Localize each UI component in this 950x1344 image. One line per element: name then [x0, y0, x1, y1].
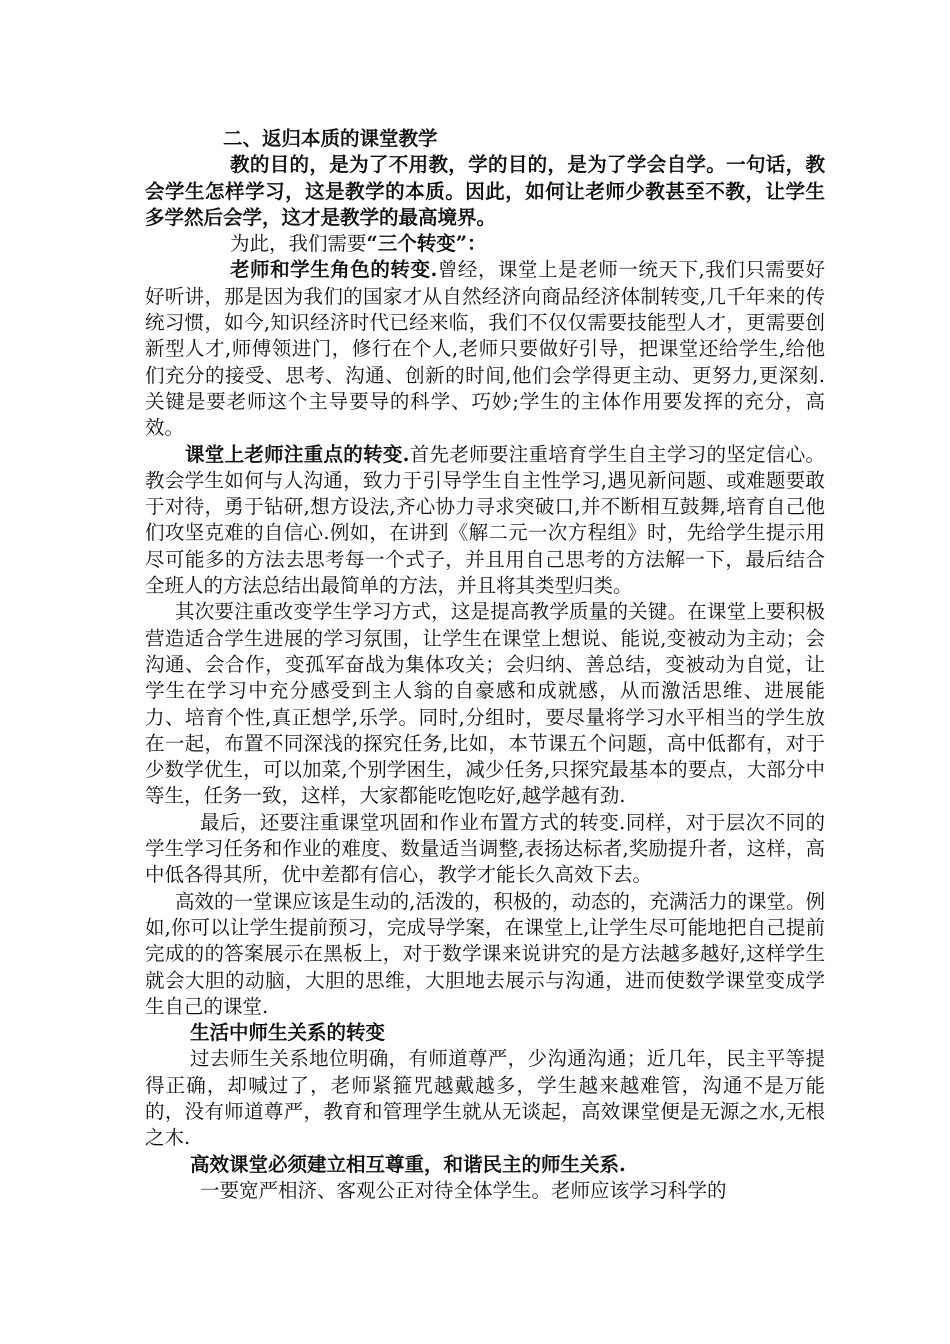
focus-change-text: 首先老师要注重培育学生自主学习的坚定信心。教会学生如何与人沟通，致力于引导学生自主性学习,遇见新问题、或难题要敢于对待，勇于钻研,想方设法,齐心协力寻求突破口,并不断相互鼓舞,培育自己他们攻坚克难的自信心.例如，在讲到《解二元一次方程组》时，先给学生提示用尽可能多的方法去思考每一个式子，并且用自己思考的方法解一下，最后结合全班人的方法总结出最简单的方法，并且将其类型归类。: [145, 442, 825, 598]
heading-respect: 高效课堂必须建立相互尊重，和谐民主的师生关系.: [190, 1152, 626, 1176]
paragraph-relationship: 过去师生关系地位明确，有师道尊严，少沟通沟通；近几年，民主平等提得正确，却喊过了，老师紧箍咒越戴越多，学生越来越难管，沟通不是万能的，没有师道尊严，教育和管理学生就从无谈起，高效课堂便是无源之水,无根之木.: [145, 1047, 825, 1150]
section-heading: 二、返归本质的课堂教学: [223, 127, 438, 150]
lead-bold: “三个转变”：: [366, 232, 487, 256]
role-change-text: 曾经，课堂上是老师一统天下,我们只需要好好听讲，那是因为我们的国家才从自然经济向商品经济体制转变,几千年来的传统习惯，如今,知识经济时代已经来临，我们不仅仅需要技能型人才，更需要创新型人才,师傅领进门，修行在个人,老师只要做好引导，把课堂还给学生,给他们充分的接受、思考、沟通、创新的时间,他们会学得更主动、更努力,更深刻.关键是要老师这个主导要导的科学、巧妙;学生的主体作用要发挥的充分，高效。: [145, 258, 825, 440]
document-page: [145, 126, 825, 1204]
heading-relationship: 生活中师生关系的转变: [190, 1021, 386, 1045]
paragraph-learning-method: 其次要注重改变学生学习方式，这是提高教学质量的关键。在课堂上要积极营造适合学生进展的学习氛围，让学生在课堂上想说、能说,变被动为主动；会沟通、会合作，变孤军奋战为集体攻关；会归纳、善总结，变被动为自觉，让学生在学习中充分感受到主人翁的自豪感和成就感，从而激活思维、进展能力、培育个性,真正想学,乐学。同时,分组时，要尽量将学习水平相当的学生放在一起，布置不同深浅的探究任务,比如，本节课五个问题，高中低都有，对于少数学优生，可以加菜,个别学困生，减少任务,只探究最基本的要点，大部分中等生，任务一致，这样，大家都能吃饱吃好,越学越有劲.: [145, 600, 825, 808]
paragraph-role-change: [145, 257, 825, 441]
paragraph-focus-change: [145, 442, 825, 600]
focus-change-title: 课堂上老师注重点的转变.: [185, 442, 410, 466]
role-change-title: 老师和学生角色的转变.: [230, 258, 438, 282]
intro-paragraph: 教的目的，是为了不用教，学的目的，是为了学会自学。一句话，教会学生怎样学习，这是教学的本质。因此，如何让老师少教甚至不教，让学生多学然后会学，这才是教学的最高境界。: [145, 153, 825, 229]
lead-prefix: 为此，我们需要: [230, 232, 367, 256]
paragraph-efficient-class: 高效的一堂课应该是生动的,活泼的，积极的，动态的，充满活力的课堂。例如,你可以让学生提前预习，完成导学案，在课堂上,让学生尽可能地把自己提前完成的的答案展示在黑板上，对于数学课来说讲究的是方法越多越好,这样学生就会大胆的动脑，大胆的思维，大胆地去展示与沟通，进而使数学课堂变成学生自己的课堂.: [145, 889, 825, 1018]
paragraph-fairness: 一要宽严相济、客观公正对待全体学生。老师应该学习科学的: [200, 1178, 727, 1202]
lead-paragraph: [145, 231, 825, 257]
paragraph-homework: 最后，还要注重课堂巩固和作业布置方式的转变.同样，对于层次不同的学生学习任务和作业的难度、数量适当调整,表扬达标者,奖励提升者，这样，高中低各得其所，优中差都有信心，教学才能长久高效下去。: [145, 810, 825, 887]
